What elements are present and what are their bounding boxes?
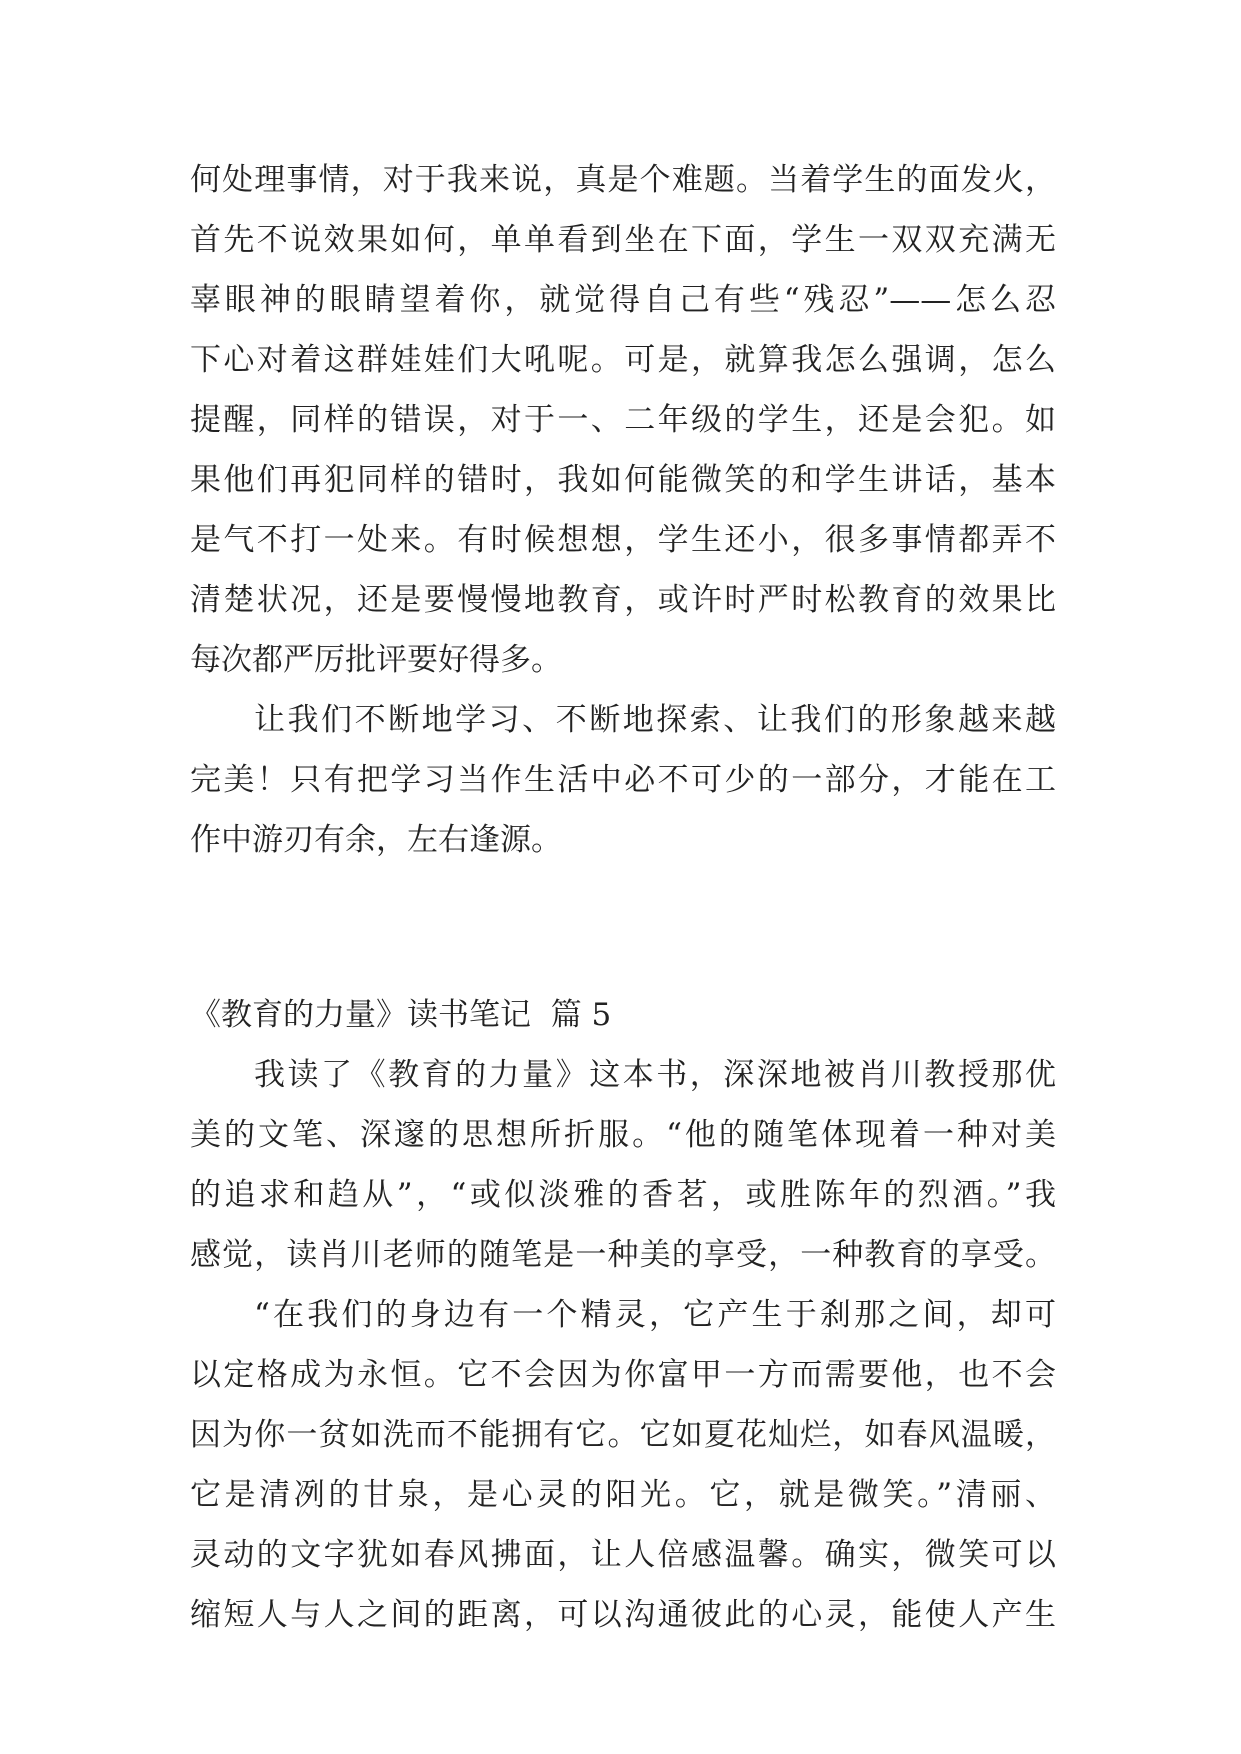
text-line: 感觉，读肖川老师的随笔是一种美的享受，一种教育的享受。 (190, 1237, 1056, 1273)
text-line: 我读了《教育的力量》这本书，深深地被肖川教授那优 (254, 1057, 1056, 1093)
section-spacer (190, 870, 1056, 985)
paragraph (190, 1045, 1056, 1285)
text-line: 果他们再犯同样的错时，我如何能微笑的和学生讲话，基本 (190, 462, 1056, 498)
text-line: 以定格成为永恒。它不会因为你富甲一方而需要他，也不会 (190, 1357, 1056, 1393)
paragraph (190, 690, 1056, 870)
text-line: 让我们不断地学习、不断地探索、让我们的形象越来越 (254, 702, 1056, 738)
text-line: 下心对着这群娃娃们大吼呢。可是，就算我怎么强调，怎么 (190, 342, 1056, 378)
section-heading: 《教育的力量》读书笔记 篇 5 (190, 997, 612, 1033)
text-line: 完美！只有把学习当作生活中必不可少的一部分，才能在工 (190, 762, 1056, 798)
text-line: 因为你一贫如洗而不能拥有它。它如夏花灿烂，如春风温暖， (190, 1417, 1056, 1453)
text-line: “在我们的身边有一个精灵，它产生于刹那之间，却可 (254, 1297, 1056, 1333)
paragraph (190, 1285, 1056, 1645)
text-line: 首先不说效果如何，单单看到坐在下面，学生一双双充满无 (190, 222, 1056, 258)
text-line: 辜眼神的眼睛望着你，就觉得自己有些“残忍”——怎么忍 (190, 282, 1056, 318)
text-line: 灵动的文字犹如春风拂面，让人倍感温馨。确实，微笑可以 (190, 1537, 1056, 1573)
text-line: 它是清冽的甘泉，是心灵的阳光。它，就是微笑。”清丽、 (190, 1477, 1056, 1513)
text-line: 每次都严厉批评要好得多。 (190, 642, 562, 678)
document-body (190, 150, 1056, 1645)
paragraph-continued (190, 150, 1056, 690)
text-line: 提醒，同样的错误，对于一、二年级的学生，还是会犯。如 (190, 402, 1056, 438)
text-line: 的追求和趋从”，“或似淡雅的香茗，或胜陈年的烈酒。”我 (190, 1177, 1056, 1213)
text-line: 美的文笔、深邃的思想所折服。“他的随笔体现着一种对美 (190, 1117, 1056, 1153)
text-line: 是气不打一处来。有时候想想，学生还小，很多事情都弄不 (190, 522, 1056, 558)
text-line: 作中游刃有余，左右逢源。 (190, 822, 562, 858)
text-line: 缩短人与人之间的距离，可以沟通彼此的心灵，能使人产生 (190, 1597, 1056, 1633)
text-line: 何处理事情，对于我来说，真是个难题。当着学生的面发火， (190, 162, 1056, 198)
text-line: 清楚状况，还是要慢慢地教育，或许时严时松教育的效果比 (190, 582, 1056, 618)
